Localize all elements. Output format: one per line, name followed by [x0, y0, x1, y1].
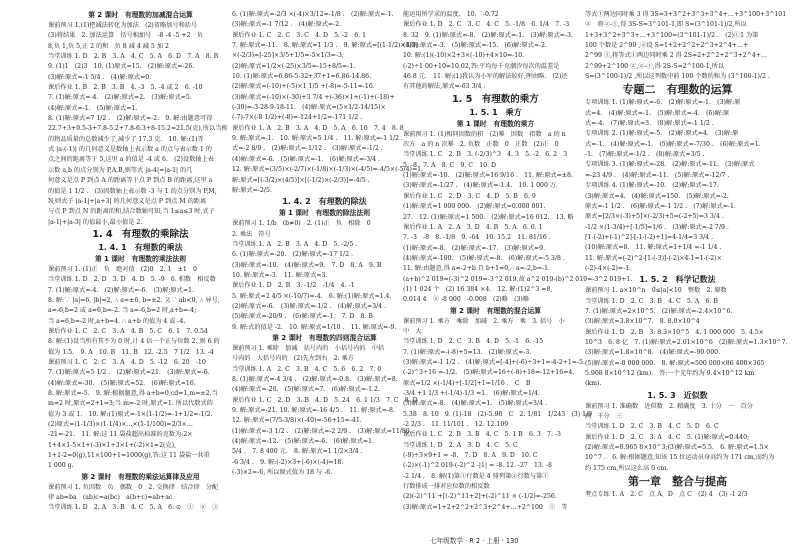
answer-line: 有其他的解法,原式=-63 3/4 .: [403, 83, 486, 91]
answer-line: (-9)÷3×9+1 = -8. 7. D 8. A 9. D 10. C: [403, 452, 538, 460]
answer-line: (1)解:原式=-8. (2)解:原式=-17. (3)解:原式=9.: [403, 244, 545, 252]
answer-line: 10. 解:(1)(-10)×2+3×(-10)+4×10=-10.: [403, 52, 525, 60]
answer-line: 9. 解:原式=-1. 10. 解:原式=5 1/4 . 11. 解:原式=-1 1/2 .: [232, 135, 404, 143]
answer-line: 专项训练 1. (1)解:原式=-6. (2)解:原式=-1. (3)解:原: [585, 99, 741, 107]
answer-line: 课前预习 1. C 2. C 3. A 4. D 5. -12 6. 20 -10: [48, 358, 206, 366]
answer-line: 7. (1)解:原式=5 1/2 . (2)解:原式=21. (3)解:原式=-6.: [48, 369, 210, 377]
answer-line: 9. 解:式的值是 -2. 10. 解:原式=1/10 . 11. 解:原式=-9.: [232, 323, 397, 331]
answer-line: 课前预习 1. (1)相同因数的积 (2)幂 因数 指数 a 的 n: [403, 130, 566, 138]
answer-line: 式 |a-(-1)| 的几何意义是数轴上表示数 a 的点与表示数 1 的: [48, 146, 212, 154]
answer-line: 等式①两边同时乘 3 得 3S=3+3^2+3^3+3^4+…+3^100+3^101: [585, 11, 787, 18]
answer-line: 课前预习 1.(1)把减法转化为加法 (2)省略加号和括号: [48, 22, 198, 29]
answer-line: (-30)=-3-28-9-18-11. (4)解:原式=(5×1/2-14/15)×: [232, 104, 386, 112]
answer-line: (1) 1 024 个 (2) 16 384 ×4. 12. 解:(1)2^3 =8,: [403, 285, 553, 293]
section-heading: 1. 5. 3 近似数: [647, 390, 708, 400]
answer-line: 与点 P 到点 N 的距离的和,结合数轴可知,当 1≤a≤3 时,式子: [48, 208, 215, 216]
answer-line: S=(3^100-1)/2 ,所以这列数中前 100 个数的和为 (3^100-1)/2 .: [585, 73, 770, 81]
answer-line: 原式=[2/3×(-3)+5]×(-2/3)+5=(-2+5)=3 3/4 .: [585, 213, 724, 221]
answer-line: 点之间的距离等于 5,这里 a 的值是 -4 或 6. (2)设数轴上表: [48, 156, 214, 164]
answer-line: 两 千分 三: [585, 413, 623, 421]
answer-line: 律 ab=ba (ab)c=a(bc) a(b+c)=ab+ac: [48, 494, 173, 502]
answer-line: 课后作业 1. C 2. D 3. B 4. D 5. 24 6. 1 1/3 7. C 8. D: [232, 396, 418, 404]
answer-line: 中 大: [403, 327, 422, 335]
answer-line: -2 1/4 . 8. 解(1)第①行数是 4 排列第②行数与第①: [403, 472, 549, 480]
section-heading: 1. 5 有理数的乘方: [452, 93, 539, 105]
answer-line: 当堂训练 1. D 2. C 3. B 4. C 5. A 6. B: [585, 297, 718, 305]
answer-line: (5)解:原式=-20/9 . (6)解:原式=-1. 7. D 8. B: [232, 313, 373, 321]
answer-line: 课后作业 1. B 2. B 3. B 4. -3 5. -4 或 2 6. -10: [48, 84, 203, 92]
answer-line: 8. 解:∵ |a|=6, |b|=2, ∴ a=±6, b=±2. 又∵ ab<0, ∴ 异号,: [48, 296, 220, 304]
answer-line: 课前预习 1. 负因数 负 偶数 0 2. 交换律 结合律 分配: [48, 483, 219, 491]
answer-line: 当堂训练 1. D 2. C 3. B 4. C 5. D 6. C: [585, 423, 719, 431]
answer-line: 8. 解:原式=-5. 9. 解:根据题意,得 a+b=0,cd=1,m=±2,当: [48, 390, 218, 397]
column-1: [48, 10, 233, 530]
answer-line: 当 a=6,b=-2 时,a+b=4. ∴ a+b 的值为 4 或 -4.: [48, 317, 186, 325]
answer-line: -1. (7)解:原式=-1/2 . (8)解:原式=3/5 .: [585, 151, 705, 159]
answer-line: 0.014 4 ② -8 000 -0.008 (2)略 (3)略: [403, 296, 530, 304]
answer-line: 12. 解:原式=(7/5-3/8)×(-40)=-56+15=-41.: [232, 417, 362, 425]
answer-line: 7. (1)解:原式=2×10^5. (2)解:原式=-2.4×10^6.: [585, 307, 733, 315]
answer-line: (4)解:原式=-12. (5)解:原式=-6. (6)解:原式=1.: [232, 438, 374, 446]
answer-line: 7. 解:原式=-11. 8. 解:原式=1 1/3 . 9. 解:原式=[(1-1/2)×3/3]: [232, 42, 418, 50]
answer-line: -6 3/4 . 9. 解:(-2)×3+(-6)×(-4)=18.: [232, 458, 344, 466]
answer-line: -3/4 +1 1/3 +(-1/4)-1/3 =1. (6)解:原式=1/4.: [403, 390, 540, 397]
answer-line: 22.7+3+9.5-3+7.8-5.2+7.8-6.3+8-15.2=21.5(克),所以当称: [48, 125, 228, 133]
column-2: [232, 10, 424, 530]
answer-line: 原式=-1 1/2 . (6)解:原式=-1 1/2 . (7)解:原式=-1.: [585, 202, 736, 210]
section-heading: 第 2 课时 有理数的乘法运算律及应用: [81, 472, 200, 481]
answer-line: 1+4×1-5×1+(-3)×1+3×1+(-2)×1=2(克),: [48, 441, 176, 449]
chapter-heading: 第一章 整合与提高: [628, 475, 727, 489]
answer-line: (3)解:原式=-1 1/2 . (4)解:原式=[-4]+(-6)÷3+1=-4-2+1=-5.: [403, 358, 585, 366]
answer-line: 7. (1)解:原式=-4. (2)解:原式=2. (3)解:原式=5.: [48, 94, 192, 102]
answer-line: (4)解:原式=-100. (5)解:原式=-8. (6)解:原式=-5 3/8 .: [403, 254, 565, 262]
answer-line: (2)解:原式=-6. (3)解:原式=-1/2 . (4)解:原式=3/4 .: [232, 302, 387, 310]
section-heading: 1. 5. 2 科学记数法: [639, 275, 716, 285]
answer-line: 2^99+2^100 ②,②-①,得 2S-S=2^100-1,所以: [585, 62, 725, 70]
answer-line: 10^7 . 6. 解:根据题意,知该 15 位运动员身高约为 171 cm,而约为: [585, 454, 775, 462]
answer-line: 1 000 g.: [48, 462, 74, 470]
answer-line: (4)解:原式=-20. (5)解:原式=7. (6)解:原式=-1.2.: [232, 386, 380, 394]
answer-line: 示数 a,b 的点分别为 P,A,B,则等式 |a-4|=|a-1| 的几: [48, 166, 193, 174]
answer-line: (-2)^3÷16 =-1/2. (5)解:原式=16÷(-8)+18=-12+16=4.: [403, 369, 575, 377]
answer-line: 课前预习 1. 乘除 加减 括号内的 小括号内的 中括: [232, 344, 385, 352]
section-heading: 1. 4 有理数的乘除法: [92, 228, 189, 240]
answer-line: 专项训练 3. (1)解:原式=-28. (2)解:原式=-11. (3)解:原式: [585, 161, 755, 169]
answer-line: (3)解:原式=-8. (4)解:原式=1. (5)解:原式=3/4 .: [403, 400, 547, 408]
answer-line: 课后作业 1. A 2. A 3. D 4. B 5. A 6. 0. 1: [403, 223, 543, 231]
answer-line: (3)解:原式=-1 5/4 . (4)解:原式=0.: [48, 73, 152, 81]
answer-line: 课后作业 1. D 2. B 3. -1/2 -1/4 4. -1: [232, 282, 355, 290]
answer-line: ×(-2/3)=[-25]×3/5+1/5=-5×1/3=-3;: [232, 52, 344, 60]
answer-line: (5)解:原式=-8 000 000. 8. 解:原式=500 000×86 400×365: [585, 359, 765, 367]
answer-line: 式=4. (4)解:原式=-1. (5)解:原式=-4. (6)解:原: [585, 109, 730, 117]
answer-line: 5. 解:原式=2 4/5 ×(-10/7)=-4. 6. 解:(1)解:原式=1.4.: [232, 292, 392, 300]
answer-line: (3)解:原式=-1/27 . (4)解:原式=-1.4. 10. 1 000 万.: [403, 182, 559, 190]
answer-line: (2)解:原式=1/2×(-25)×3/5=-15+8/5=-1.: [232, 62, 356, 70]
answer-line: 考点专练 1. A 2. C 点 A、D 点 C (2) 4 (3) -1 2/3: [585, 491, 748, 499]
answer-line: 8. (1)解:原式=-4 3/4 . (2)解:原式=-0.8. (3)解:原式=8.: [232, 376, 398, 383]
section-heading: 第 1 课时 有理数的乘方: [456, 119, 535, 128]
answer-line: 原式=1/2 ×(-1/4)÷[-1/2]+1=1/16 . C B: [403, 379, 531, 387]
answer-line: ② 将②-①,得 3S-S=3^101-1,即 S=(3^101-1)/2,所以: [585, 21, 747, 29]
answer-line: 当堂训练 1. D 2. C 3. B 4. D 5. -1 6. -15: [403, 338, 544, 346]
answer-line: 7. (1)解:原式=-(-8)+5=13. (2)解:原式=-3.: [403, 348, 532, 356]
answer-line: 5.908 8×10^12 (km). 答:一个光年约为 9.4×10^12 km: [585, 370, 755, 377]
answer-line: 10. (1)解:原式=6.86-5-32+37+1=6.86-14.86.: [232, 73, 372, 81]
answer-line: 课后作业 1. C 2. C 3. C 4. D 5. -2 6. 1: [232, 31, 367, 39]
answer-line: (1)解:原式=1 000 000. (2)解:原式=0.000 001.: [403, 203, 546, 211]
answer-line: 当堂训练 1. A 2. C 3. B 4. C 5. 6 6. 2 7. 0: [232, 365, 382, 373]
answer-line: 10. 解:原式=-3. 11. 解:原式=3.: [232, 271, 328, 279]
answer-line: =-23 4/9 . (4)解:原式=-11. (5)解:原式=-12/7 .: [585, 171, 730, 179]
answer-line: 专项训练 4. (1)解:原式=-10. (2)解:原式=-17.: [585, 182, 719, 190]
answer-line: 8,负 1,负 5,正 2 的和 负 8 减 4 减 5 加 2: [48, 42, 169, 50]
answer-line: 课后作业 1. C 2. C 3. A 4. B 5. C 6. 1 7. 0.54: [48, 327, 208, 335]
answer-line: 式=-4. (7)解:原式=3. (8)解:原式=-1 1/2 .: [585, 120, 714, 128]
answer-line: 课后作业 1. D 2. B 3. 8.3×10^5 4. 1 000 000 5. 4.5×: [585, 328, 764, 336]
answer-line: 课前预习 1. 乘方 乘除 加减 2. 乘方 乘 3. 括号 小: [403, 317, 565, 325]
answer-line: 8. 解:(1)设当所有其不为 0 时,计 4 倍一个正与位数 2. 则 6 的: [48, 338, 220, 346]
section-heading: 第 1 课时 有理数的除法法则: [278, 209, 371, 218]
answer-line: 6. (1)解:原式=-20. (2)解:原式=-17 1/2 .: [232, 251, 354, 259]
answer-line: 当堂训练 1. D 2. A 3. B 4. C 5. A 6. ⊙ ① ② ③: [48, 504, 219, 512]
answer-line: (4)解:原式=-3. (5)解:原式=-15. (6)解:原式=-2.: [403, 42, 548, 50]
answer-line: 课前预习 1. (1)正 负 绝对值 (2)0 2. 1 ±1 0: [48, 265, 197, 273]
answer-line: |a-1|+|a-3| 的值最小,最小值是 2.: [48, 218, 143, 226]
answer-line: 课前预习 1. 1/b (b≠0) 2. (1)正 负 相除 0: [232, 220, 371, 228]
answer-line: (3)解:原式=1+2+2^2+2^3+2^4+…+2^100 ① 等: [403, 503, 568, 511]
section-heading: 1. 4. 1 有理数的乘法: [98, 242, 183, 252]
answer-line: 100 个数是 2^99 ,②设 S=1+2+2^2+2^3+2^4+…+: [585, 42, 749, 50]
answer-line: (3)解:原式=-10. (4)解:原式=9. 7. D 8. A 9. B: [232, 261, 382, 269]
answer-line: 27. 12. (1)解:原式=1 500. (2)解:原式=16 012. 13. 略: [403, 213, 574, 221]
answer-line: (3)解:原式=-1 7/12 . (4)解:原式=-2.: [232, 21, 342, 29]
answer-line: 式=-1. (4)解:原式=-1. (5)解:原式=-7/30 . (6)解:原式=1.: [585, 140, 761, 148]
answer-line: 解:原式=-2/5.: [232, 186, 272, 194]
answer-line: (-2)÷1 00+10=10.02,答:平均每千克潮汐每次的温差是: [403, 62, 560, 70]
answer-line: (-7)-7×(-8 1/2)+(-8)=-124+1/2=-171 1/2 .: [232, 114, 363, 122]
section-heading: 第 1 课时 有理数的乘法法则: [94, 254, 187, 263]
answer-line: (-2)-4×(-2)=-1.: [585, 264, 632, 272]
answer-line: 当堂训练 1. D 2. A 3. D 4. C 5. C: [403, 441, 518, 449]
answer-line: 的物品质量的总数减少了,减少了 17.3 克. 10. 解:(1)等: [48, 135, 204, 143]
answer-line: 10^3 6. 8 亿 7. (1)解:原式=2.01×10^6 (2)解:原式=1.3×10^7.: [585, 338, 788, 346]
answer-line: 8. 32 9. (1)解:原式=-8. (2)解:原式=-1. (3)解:原式=-3.: [403, 31, 573, 39]
answer-line: 9. (1)1 (2)3 10. (1)原式=15. (2)解:原式=-26.: [48, 63, 195, 71]
answer-line: (km).: [585, 380, 602, 388]
answer-line: 课前预习 1. 准确数 近似数 2. 精确度 3. 十分 一 百分: [585, 402, 753, 410]
answer-line: (3)解:原式=1.8×10^8. (4)解:原式=-90 000.: [585, 349, 721, 357]
answer-line: 行数排成一排对应位数的相反数: [403, 483, 490, 491]
answer-line: m=2 时,原式=2+1=3;当 m=-2 时,原式=1. 所以代数式的: [48, 400, 213, 408]
answer-line: 的值是 1 1/2 . (3)因数轴上表示数 -3 与 1 的点分别为 P,M,: [48, 187, 217, 195]
answer-line: 46.8 元. 11. 解:(1)我认为小军的解法较好,理由略. (2)还: [403, 73, 568, 81]
page-footer: 七年级数学 · R 2 · 上册 · 130: [430, 537, 519, 545]
answer-line: 11. 解:原式=(-2)^2-[1-(-3)]-(-2)×4-1=1-(-2)×: [585, 254, 722, 262]
answer-line: (3)解:原式=3.8×10^7. 8. 8.0×10^4: [585, 318, 700, 326]
answer-line: 1+1-2=0(g),11×100+1=1000(g),答:这 11 袋盐一共重: [48, 452, 210, 460]
answer-line: N,则式子 |a-1|+|a+3| 的几何意义是点 P 到点 M 的距离: [48, 197, 207, 205]
answer-line: (3)将结果 2. 加法运算 括号相加号 -8 -4 -5 +2 负: [48, 32, 203, 40]
answer-line: 能运用所学求的温度. 10. -0.72: [403, 11, 499, 18]
answer-line: (2)解:原式=(-10)+(-5)×1 1/5 +(-8)=-5-11=-16.: [232, 83, 375, 91]
answer-line: 7. -3 -8 8. -1/8 9. -64 10. 15.2 11. 81/16 .: [403, 234, 551, 242]
answer-line: 值为 3 或 1. 10. 解:(1)原式=-1×(1-1/2)=-1+1/2=-1/2.: [48, 410, 213, 418]
answer-line: 课前预习 1. a×10^n 0≤|a|<10 整数 2. 原数: [585, 287, 727, 295]
answer-line: 当堂训练 1. C 2. B 3. (-2/3)^3 4. 3 5. -2 6. 2 3: [403, 151, 568, 159]
answer-line: (10)解:原式=8. 11. 解:原式=1+1/4 =-1 1/4 .: [585, 244, 722, 252]
answer-line: (4)解:原式=-6. (5)解:原式=-1. (6)解:原式=-3/4 .: [232, 155, 381, 163]
answer-line: (2)原式=(1-1/3)×(1-1/4)×…×(1-1/100)=2/3×…: [48, 421, 193, 429]
answer-line: (1)解:原式=-10. (2)解:原式=16 9/16 . 11. 解:原式=±8.: [403, 172, 573, 180]
answer-line: 式=-2 8/9 . (2)解:原式=-1/12 . (3)解:原式=-1/2 .: [232, 145, 383, 153]
answer-line: 课后作业 1. D 2. C 3. A 4. C 5. (1)解:原式≈0.440;: [585, 433, 750, 441]
answer-line: 8. (1)解:原式=7 1/2 . (2)解:原式=-2. 9. 解:由题意可得: [48, 115, 213, 123]
answer-line: 专项训练 2. (1)解:原式=-5. (2)解:原式=4. (3)解:原: [585, 130, 739, 138]
answer-line: 当堂训练 1. D 2. B 3. A 4. C 5. A 6. D 7. A 8. B: [48, 53, 219, 61]
answer-line: 9. 解:原式=-21. 10. 解:原式=-16 4/5 . 11. 解:原式=-8.: [232, 407, 395, 415]
answer-line: 值为 1.5. 9. A 10. B 11. B 12. -2.5 7 1/2 13. -4: [48, 348, 214, 356]
answer-line: (4)解:原式=-1. (5)解:原式=1.: [48, 104, 138, 112]
section-heading: 1. 5. 1 乘方: [469, 107, 522, 117]
answer-line: (a+b)^2 019=(-3)^2 019=-3^2 019,故 a^2 019-(b)^2 019=-3^2 019+1.: [403, 275, 633, 283]
answer-line: 当堂训练 1. A 2. B 3. A 4. D 5. -2/5 .: [232, 240, 358, 248]
column-4: [585, 10, 788, 530]
answer-line: 课后作业 1. C 2. D 3. C 4. D 5. B 6. 9: [403, 192, 536, 200]
answer-line: 号内的 大括号内的 (2)先左到右 2. 乘方: [232, 355, 354, 363]
answer-line: 课后作业 1. A 2. B 3. A 4. D 5. A 6. 10 7. 4 8. 8: [232, 124, 404, 132]
answer-line: 1+3+3^2+3^3+…+3^100=(3^101-1)/2 . (2)①1 为第: [585, 31, 759, 39]
section-heading: 第 2 课时 有理数的混合运算: [449, 306, 542, 315]
answer-line: 5.38 8. 10 9. (1)-18 (2)-5.98 C 2. 1/81 1/243 (3) 1/9: [403, 410, 593, 418]
answer-line: 解:原式=[(-3/2)×(4/5)]×[(-1/2)×(-2/3)]=-4/5 .: [232, 176, 370, 184]
answer-line: 何意义是点 P 到点 A 的距离等于点 P 到点 B 的距离,这里 a: [48, 177, 213, 185]
answer-line: 课后作业 1. C 2. B 3. B 4. C 5. 1 B 6. 3 7. -3: [403, 431, 561, 439]
answer-line: -1/2 ×(1-3/4)÷[-1/5]=1/6 . (3)解:原式=-2 7/9 .: [585, 223, 729, 231]
answer-line: 5/4 . 7. 8 400 元. 8. 解:原式=1 1/2×3/4 .: [232, 448, 363, 456]
answer-line: 2. 乘法 符号: [232, 230, 271, 238]
answer-line: 5. -8 7. A 8. C 9. C 10. D: [403, 161, 496, 169]
answer-line: (1)解:原式=-3 1/2 . (2)解:原式=-2 2/9 . (3)解:原式=11/80 .: [232, 427, 414, 435]
answer-line: 11. 解:由题意,得 a=-2+b 且 b+1=0,∴ a=-2,b=-1.: [403, 265, 551, 273]
answer-line: (2)解:原式≈8.965 8×10^3;(3)解:原式≈5.5. 6. 解:原式≈1.5×: [585, 444, 769, 452]
answer-line: (3)解:原式=4. (4)解:原式=150. (5)解:原式=-2.: [585, 192, 729, 200]
answer-line: -21=-21. 11. 解:这 11 袋盐超出标准的克数为:2×: [48, 431, 193, 439]
answer-line: 6. (1)解:原式=-2/3 ×(-4)×3/12=-1/8 . (2)解:原式=-1.: [232, 11, 394, 18]
section-heading: 第 2 课时 有理数的加减混合运算: [88, 11, 193, 19]
section-heading: 第 2 课时 有理数的四则混合运算: [272, 333, 377, 342]
answer-line: 12. 解:原式=(3/5)×(-2/7)×(-1/8)×(-1/3)×(-4/5)=-4/5×(-5/4)=1.: [232, 166, 424, 174]
answer-line: (4)解:原式=-30. (5)解:原式=52. (6)解:原式=16.: [48, 379, 196, 387]
answer-line: (-2)×(-1)^2 019-(-2)^2 -|1| = -8. 12. -27 13. -8: [403, 462, 552, 470]
answer-line: (3)解:原式=(-10)×(-30)+3 7/4 +(-36)×1+(-1)+(-18)+: [232, 93, 395, 101]
answer-line: 当堂训练 1. D 2. D 3. D 4. D 5. -9 6. 积数 相反数: [48, 276, 216, 284]
answer-line: 7. (1)解:原式=-4. (2)解:原式=-6. (3)解:原式=1.: [48, 286, 194, 294]
answer-line: 约 175 cm,所以这么高 0 cm.: [585, 464, 669, 472]
section-heading: 1. 4. 2 有理数的除法: [282, 197, 367, 207]
answer-line: (-3)×2=-6, 所以原式值为 18 与 -6.: [232, 469, 333, 477]
answer-line: 次方 a 的 n 次幂 2. 负数 正数 0 正数 (2)正 0: [403, 141, 559, 149]
answer-line: (2)(-2)^11 +[(-2)^11+2]+(-2)^11 × (-1/2)=-256.: [403, 493, 557, 501]
answer-line: 2^99 ①,将等式①两边同时乘 2 得 2S=2+2^2+2^3+2^4+…: [585, 52, 768, 60]
chapter-heading: 专题二 有理数的运算: [622, 83, 733, 97]
answer-line: a=-6,b=2 或 a=6,b=-2. 当 a=-6,b=2 时,a+b=-4;: [48, 307, 197, 315]
answer-line: 课后作业 1. D 2. C 3. C 4. C 5. -1/8 6. 1/4 7. -3: [403, 21, 570, 29]
answer-line: [1-(-2)+(-1)^2]-[-1-(-2)+1]=4-1/4=3 3/4 .: [585, 233, 714, 241]
answer-line: -2 2/3 . 11. 11/101 . 12. 12.109: [403, 421, 509, 429]
